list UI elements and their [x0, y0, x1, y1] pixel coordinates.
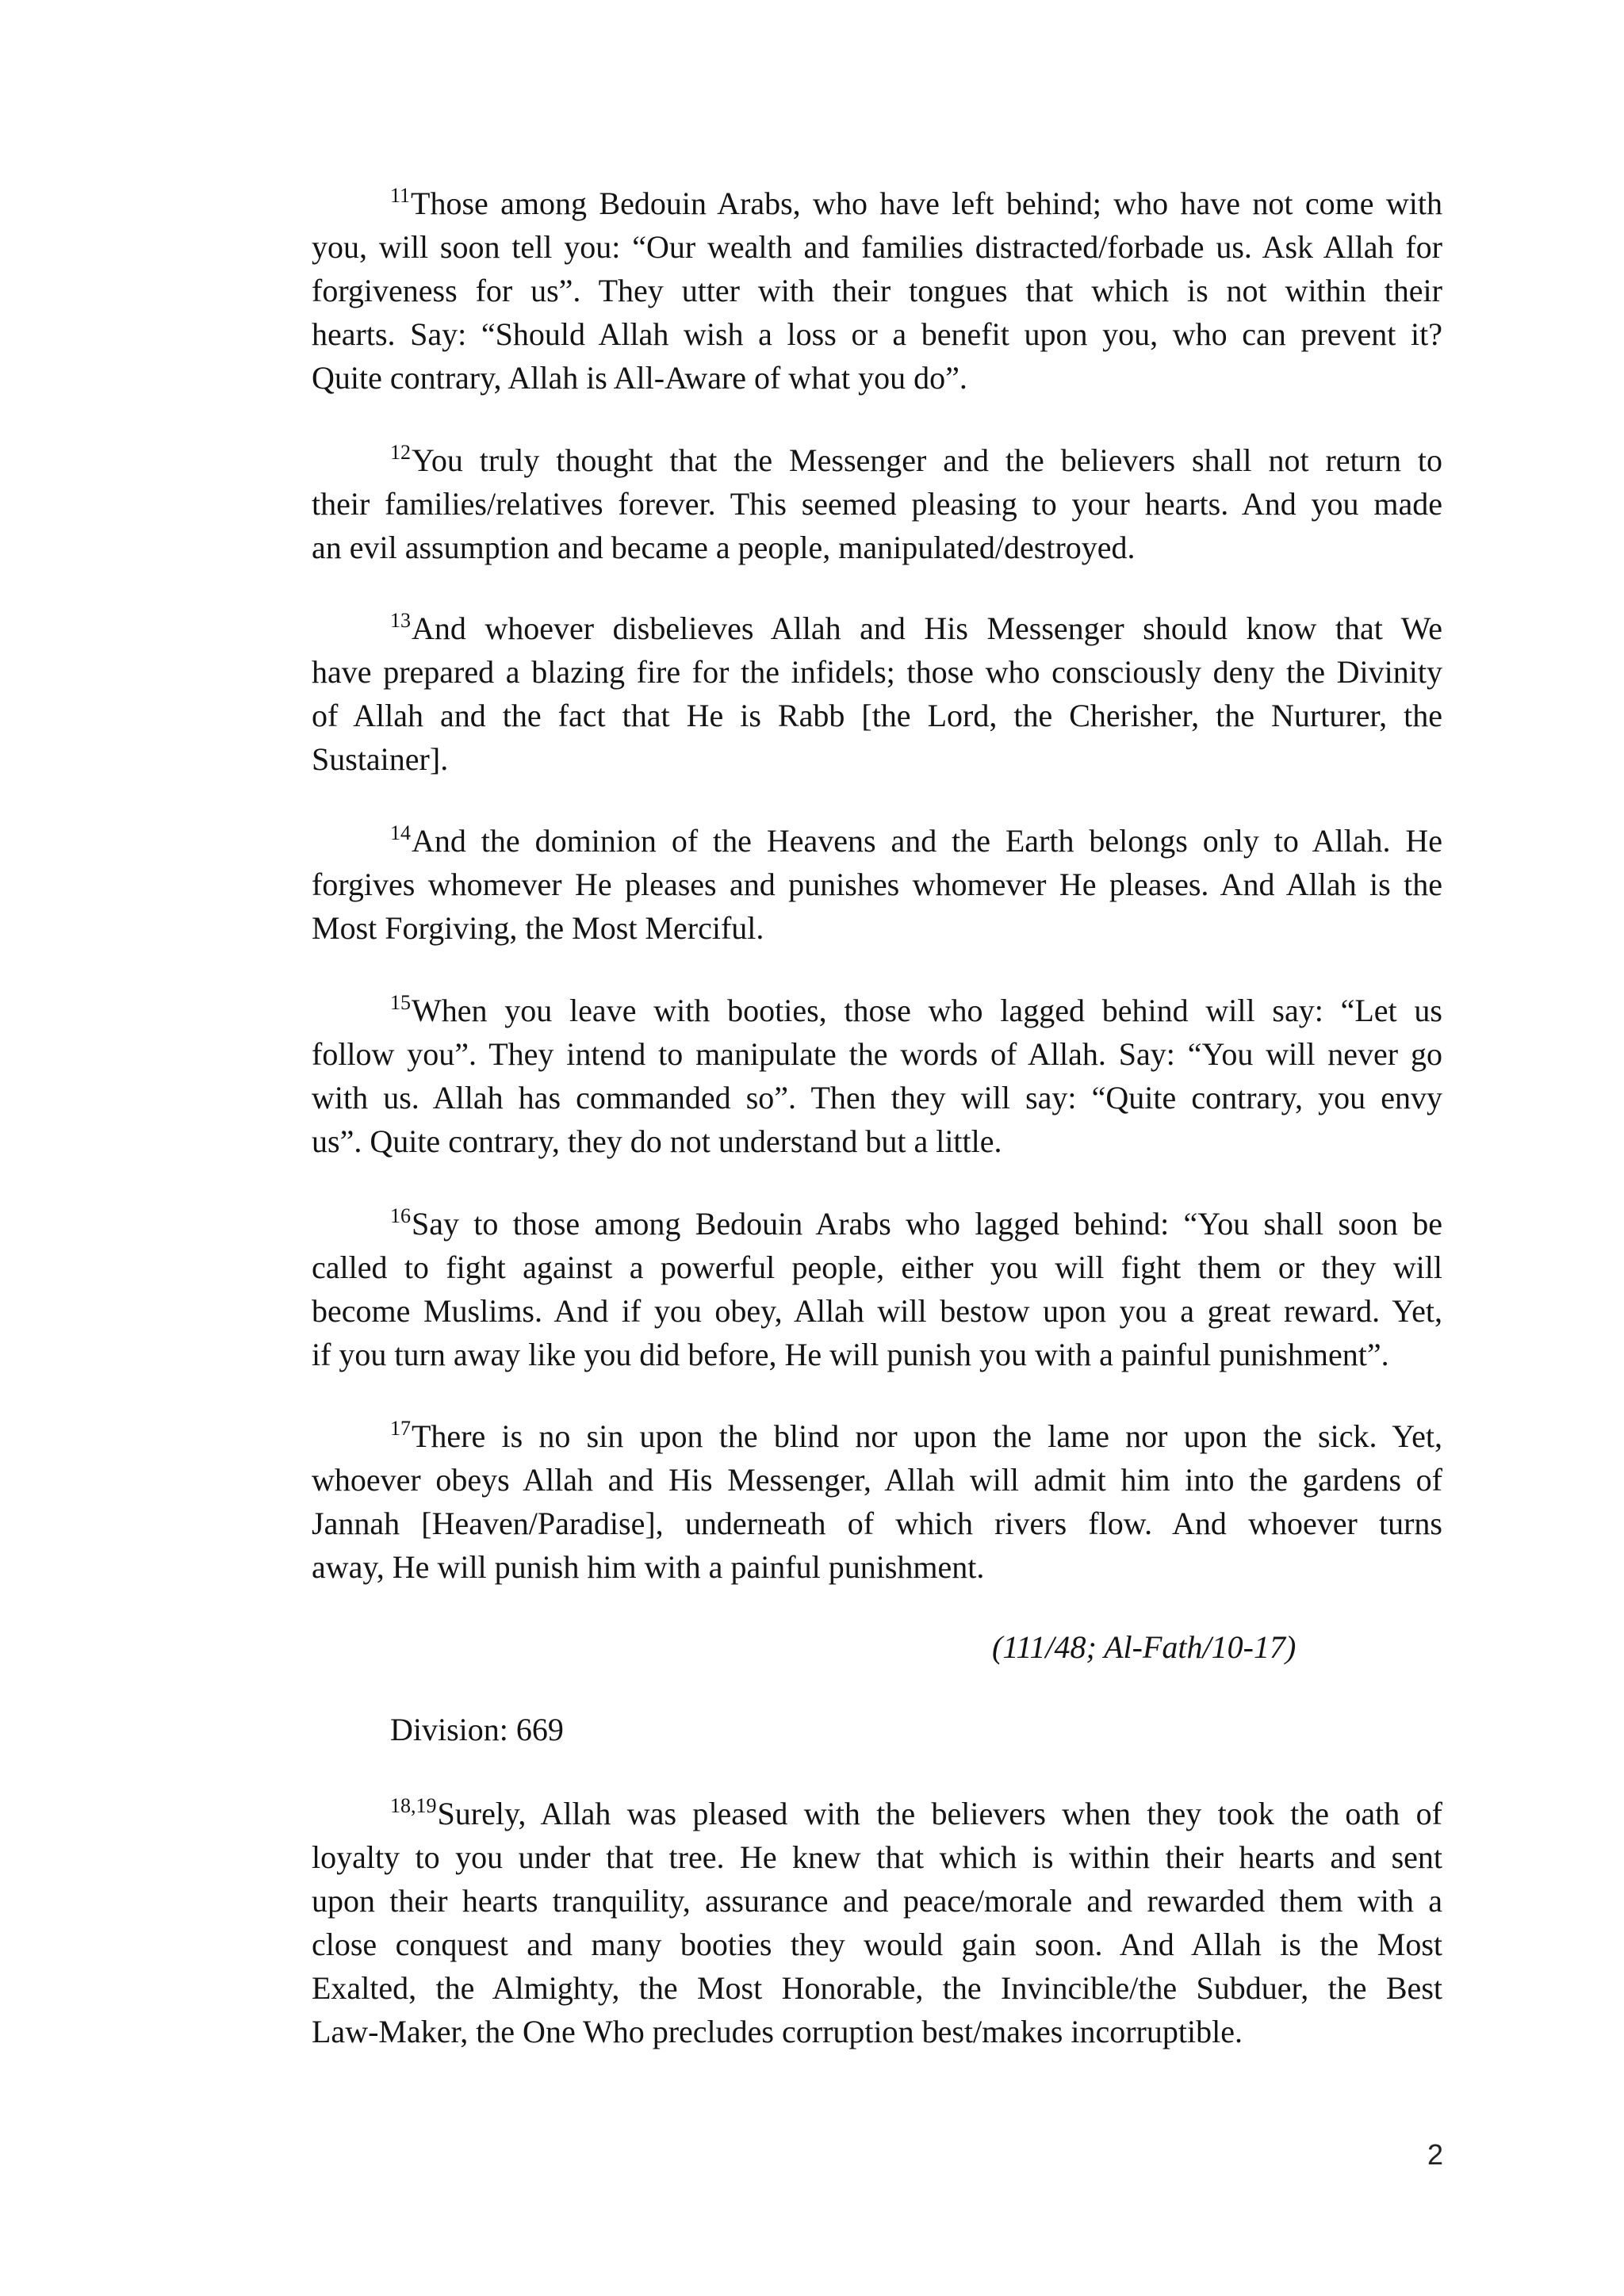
verse-line: if you turn away like you did before, He will punish you with a painful punishment”. [312, 1337, 1389, 1372]
verse-line: whoever obeys Allah and His Messenger, Allah will admit him into the gardens of [312, 1462, 1442, 1498]
verse-line: hearts. Say: “Should Allah wish a loss or a benefit upon you, who can prevent it? [312, 316, 1442, 352]
verse-line [312, 819, 1442, 863]
verse-text: Surely, Allah was pleased with the believers when they took the oath of [437, 1796, 1442, 1831]
verse-number: 13 [390, 609, 411, 632]
verse-line: you, will soon tell you: “Our wealth and families distracted/forbade us. Ask Allah for [312, 229, 1442, 265]
verse-line: of Allah and the fact that He is Rabb [the Lord, the Cherisher, the Nurturer, the [312, 698, 1442, 733]
verse-line: have prepared a blazing fire for the infidels; those who consciously deny the Divinity [312, 654, 1442, 690]
verse-line: called to fight against a powerful people, either you will fight them or they will [312, 1249, 1442, 1285]
verse-line [312, 438, 1442, 482]
verse-line: their families/relatives forever. This seemed pleasing to your hearts. And you made [312, 486, 1442, 522]
verse-text: And whoever disbelieves Allah and His Messenger should know that We [412, 610, 1442, 646]
verse-line [312, 607, 1442, 650]
verse-line: follow you”. They intend to manipulate the words of Allah. Say: “You will never go [312, 1036, 1442, 1072]
verse-line: away, He will punish him with a painful punishment. [312, 1549, 985, 1585]
verse-number: 11 [390, 184, 411, 207]
verse-line: forgiveness for us”. They utter with their tongues that which is not within their [312, 273, 1442, 308]
verse-line [312, 182, 1442, 225]
verse-line: Law-Maker, the One Who precludes corruption best/makes incorruptible. [312, 2014, 1243, 2049]
verse-number: 15 [390, 991, 411, 1014]
verse-text: And the dominion of the Heavens and the Earth belongs only to Allah. He [412, 823, 1442, 859]
verse-line: forgives whomever He pleases and punishes whomever He pleases. And Allah is the [312, 867, 1442, 902]
verse-line: an evil assumption and became a people, manipulated/destroyed. [312, 530, 1136, 565]
verse-17-paragraph [312, 1414, 1442, 1589]
verse-13-paragraph [312, 607, 1442, 781]
verse-line: Sustainer]. [312, 741, 449, 777]
verse-line: Jannah [Heaven/Paradise], underneath of which rivers flow. And whoever turns [312, 1506, 1442, 1541]
verse-number: 14 [390, 821, 411, 844]
verse-line: with us. Allah has commanded so”. Then they will say: “Quite contrary, you envy [312, 1080, 1442, 1115]
verse-line [312, 1792, 1442, 1835]
verse-14-paragraph [312, 819, 1442, 950]
verse-text: There is no sin upon the blind nor upon the lame nor upon the sick. Yet, [412, 1418, 1442, 1454]
verse-11-paragraph [312, 182, 1442, 400]
verse-number: 18,19 [390, 1794, 437, 1817]
verse-text: You truly thought that the Messenger and the believers shall not return to [412, 442, 1442, 478]
page-number: 2 [1427, 2138, 1444, 2171]
verse-line: become Muslims. And if you obey, Allah will bestow upon you a great reward. Yet, [312, 1293, 1442, 1329]
verse-line: upon their hearts tranquility, assurance and peace/morale and rewarded them with a [312, 1883, 1442, 1919]
verse-line [312, 1414, 1442, 1458]
verse-text: When you leave with booties, those who lagged behind will say: “Let us [412, 993, 1442, 1028]
verse-line: close conquest and many booties they would gain soon. And Allah is the Most [312, 1927, 1442, 1962]
verse-line: loyalty to you under that tree. He knew that which is within their hearts and sent [312, 1839, 1442, 1875]
verse-line: Quite contrary, Allah is All-Aware of what you do”. [312, 360, 967, 396]
verse-15-paragraph [312, 989, 1442, 1163]
verse-12-paragraph [312, 438, 1442, 569]
verse-number: 17 [390, 1417, 411, 1440]
verse-text: Say to those among Bedouin Arabs who lagged behind: “You shall soon be [412, 1206, 1442, 1242]
division-heading: Division: 669 [390, 1712, 564, 1747]
surah-reference: (111/48; Al-Fath/10-17) [992, 1629, 1297, 1665]
verse-number: 16 [390, 1204, 411, 1227]
verse-text: Those among Bedouin Arabs, who have left behind; who have not come with [411, 186, 1442, 221]
verse-line [312, 989, 1442, 1032]
verse-line [312, 1202, 1442, 1246]
verse-16-paragraph [312, 1202, 1442, 1376]
verse-number: 12 [390, 441, 411, 464]
verse-line: Most Forgiving, the Most Merciful. [312, 910, 764, 946]
verse-18-19-paragraph [312, 1792, 1442, 2053]
verse-line: us”. Quite contrary, they do not understand but a little. [312, 1123, 1002, 1159]
verse-line: Exalted, the Almighty, the Most Honorable, the Invincible/the Subduer, the Best [312, 1970, 1442, 2006]
